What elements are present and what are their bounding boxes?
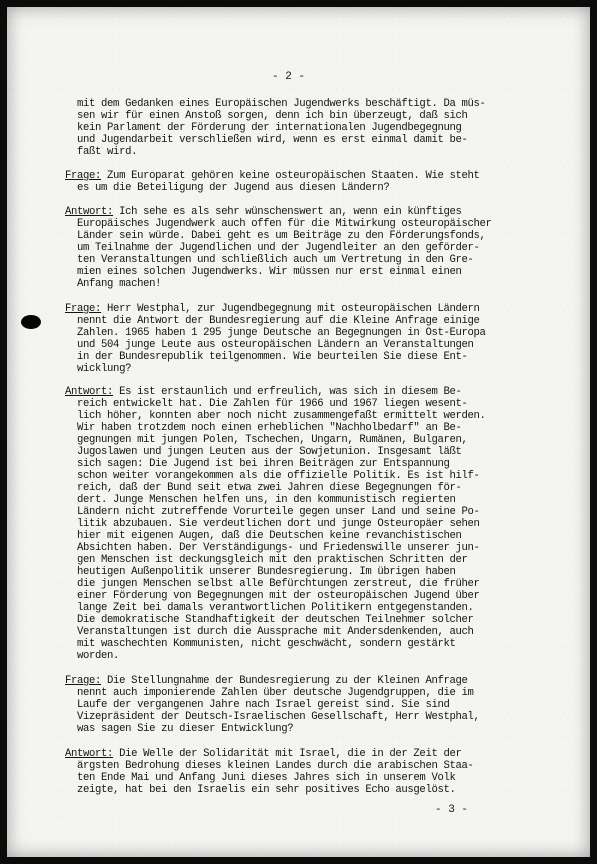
text-line (65, 327, 486, 339)
text-line (65, 578, 480, 590)
text-line (65, 230, 486, 242)
line-text: Jugoslawen und jungen Leuten aus der Sowjetunion. Insgesamt läßt (65, 446, 462, 458)
line-text: was sagen Sie zu dieser Entwicklung? (65, 723, 294, 735)
speaker-label: Frage: (65, 675, 102, 687)
text-line (65, 711, 480, 723)
text-line (65, 687, 474, 699)
text-line (65, 398, 468, 410)
line-text: heutigen Außenpolitik unserer Bundesregierung. Im übrigen haben (65, 566, 456, 578)
line-text: reich entwickelt hat. Die Zahlen für 1966 und 1967 liegen wesent- (65, 398, 468, 410)
text-line (65, 446, 461, 458)
text-line (65, 242, 480, 254)
line-text: Laufe der vergangenen Jahre nach Israel gereist sind. Sie sind (65, 699, 450, 711)
text-line (65, 386, 462, 398)
text-line (65, 699, 449, 711)
text-line (65, 470, 480, 482)
text-line (65, 122, 461, 134)
text-line (65, 218, 492, 230)
line-text: ten Veranstaltungen und schließlich auch um Vertretung in den Gre- (65, 254, 474, 266)
text-line (65, 760, 474, 772)
line-text: sen wir für einen Anstoß sorgen, denn ich bin überzeugt, daß sich (65, 110, 468, 122)
line-text: Ländern nicht zutreffende Vorurteile gegen unser Land und seine Po- (65, 506, 480, 518)
text-line (65, 748, 462, 760)
text-line (65, 602, 474, 614)
text-line (65, 410, 486, 422)
line-text: Zahlen. 1965 haben 1 295 junge Deutsche an Begegnungen in Ost-Europa (65, 327, 486, 339)
line-text: und Jugendarbeit verschließen wird, wenn es erst einmal damit be- (65, 134, 468, 146)
line-text: Europäisches Jugendwerk auch offen für die Mitwirkung osteuropäischer (65, 218, 492, 230)
text-line (65, 566, 455, 578)
line-text: litik abzubauen. Sie verdeutlichen dort und junge Osteuropäer sehen (65, 518, 480, 530)
line-text: einer Förderung von Begegnungen mit der osteuropäischen Jugend über (65, 590, 480, 602)
text-line (65, 170, 480, 182)
line-text: Veranstaltungen ist durch die Aussprache mit Andersdenkenden, auch (65, 626, 474, 638)
text-line (65, 303, 480, 315)
text-line (65, 134, 468, 146)
text-line (65, 650, 119, 662)
line-text: lange Zeit bei damals verantwortlichen Politikern entgegenstanden. (65, 602, 474, 614)
page-number-header: - 2 - (272, 71, 306, 83)
line-text: schon weiter vorangekommen als die offizielle Politik. Es ist hilf- (65, 470, 480, 482)
punch-hole (21, 315, 41, 329)
line-text: und 504 junge Leute aus osteuropäischen Ländern an Veranstaltungen (65, 339, 474, 351)
line-text: hier mit eigenen Augen, daß die Deutschen keine revanchistischen (65, 530, 462, 542)
text-line (65, 772, 455, 784)
text-line (65, 784, 455, 796)
line-text: in der Bundesrepublik teilgenommen. Wie beurteilen Sie diese Ent- (65, 351, 468, 363)
text-line (65, 530, 461, 542)
text-line (65, 206, 462, 218)
line-text: Länder sein würde. Dabei geht es um Beiträge zu den Förderungsfonds, (65, 230, 486, 242)
line-text: nennt auch imponierende Zahlen über deutsche Jugendgruppen, die im (65, 687, 474, 699)
text-line (65, 434, 468, 446)
line-text: zeigte, hat bei den Israelis ein sehr positives Echo ausgelöst. (65, 784, 456, 796)
text-line (65, 182, 389, 194)
line-text: kein Parlament der Förderung der internationalen Jugendbegegnung (65, 122, 462, 134)
text-line (65, 638, 455, 650)
text-line (65, 518, 480, 530)
page-number-footer: - 3 - (435, 804, 469, 816)
line-text: Ich sehe es als sehr wünschenswert an, wenn ein künftiges (113, 206, 462, 218)
line-text: nennt die Antwort der Bundesregierung auf die Kleine Anfrage einige (65, 315, 480, 327)
speaker-label: Antwort: (65, 386, 114, 398)
line-text: lich höher, konnten aber noch nicht zusammengefaßt ermittelt werden. (65, 410, 486, 422)
line-text: gegnungen mit jungen Polen, Tschechen, Ungarn, Rumänen, Bulgaren, (65, 434, 468, 446)
line-text: mit dem Gedanken eines Europäischen Jugendwerks beschäftigt. Da müs- (65, 98, 486, 110)
text-line (65, 266, 461, 278)
text-line (65, 675, 468, 687)
text-line (65, 278, 161, 290)
line-text: dert. Junge Menschen helfen uns, in den kommunistisch regierten (65, 494, 456, 506)
line-text: Die demokratische Standhaftigkeit der deutschen Teilnehmer solcher (65, 614, 474, 626)
text-line (65, 339, 474, 351)
speaker-label: Frage: (65, 303, 102, 315)
text-line (65, 146, 137, 158)
line-text: Herr Westphal, zur Jugendbegegnung mit osteuropäischen Ländern (101, 303, 480, 315)
line-text: gen Menschen ist deckungsgleich mit den praktischen Schritten der (65, 554, 468, 566)
line-text: mit waschechten Kommunisten, nicht geschwächt, sondern gestärkt (65, 638, 456, 650)
text-line (65, 494, 455, 506)
document-page (7, 7, 590, 857)
line-text: worden. (65, 650, 120, 662)
speaker-label: Antwort: (65, 748, 114, 760)
text-line (65, 542, 480, 554)
line-text: Die Welle der Solidarität mit Israel, die in der Zeit der (113, 748, 462, 760)
text-line (65, 626, 474, 638)
line-text: reich, daß der Bund seit etwa zwei Jahren diese Begegnungen för- (65, 482, 462, 494)
line-text: Zum Europarat gehören keine osteuropäischen Staaten. Wie steht (101, 170, 480, 182)
line-text: Anfang machen! (65, 278, 162, 290)
line-text: sich sagen: Die Jugend ist bei ihren Beiträgen zur Entspannung (65, 458, 450, 470)
line-text: ten Ende Mai und Anfang Juni dieses Jahres sich in unserem Volk (65, 772, 456, 784)
line-text: mien eines solchen Jugendwerks. Wir müssen nur erst einmal einen (65, 266, 462, 278)
line-text: Vizepräsident der Deutsch-Israelischen Gesellschaft, Herr Westphal, (65, 711, 480, 723)
text-line (65, 554, 468, 566)
text-line (65, 482, 461, 494)
speaker-label: Antwort: (65, 206, 114, 218)
line-text: Es ist erstaunlich und erfreulich, was sich in diesem Be- (113, 386, 462, 398)
line-text: Die Stellungnahme der Bundesregierung zu der Kleinen Anfrage (101, 675, 468, 687)
text-line (65, 614, 474, 626)
line-text: ärgsten Bedrohung dieses kleinen Landes durch die arabischen Staa- (65, 760, 474, 772)
text-line (65, 315, 480, 327)
line-text: Absichten haben. Der Verständigungs- und Friedenswille unserer jun- (65, 542, 480, 554)
text-line (65, 458, 449, 470)
text-line (65, 422, 461, 434)
text-line (65, 351, 468, 363)
line-text: es um die Beteiligung der Jugend aus diesen Ländern? (65, 182, 390, 194)
line-text: um Teilnahme der Jugendlichen und der Jugendleiter an den geförder- (65, 242, 480, 254)
speaker-label: Frage: (65, 170, 102, 182)
text-line (65, 723, 293, 735)
line-text: wicklung? (65, 363, 132, 375)
text-line (65, 590, 480, 602)
text-line (65, 506, 480, 518)
line-text: die jungen Menschen selbst alle Befürchtungen zerstreut, die früher (65, 578, 480, 590)
line-text: faßt wird. (65, 146, 138, 158)
line-text: Wir haben trotzdem noch einen erheblichen "Nachholbedarf" an Be- (65, 422, 462, 434)
text-line (65, 363, 131, 375)
text-line (65, 110, 468, 122)
text-line (65, 254, 474, 266)
text-line (65, 98, 486, 110)
